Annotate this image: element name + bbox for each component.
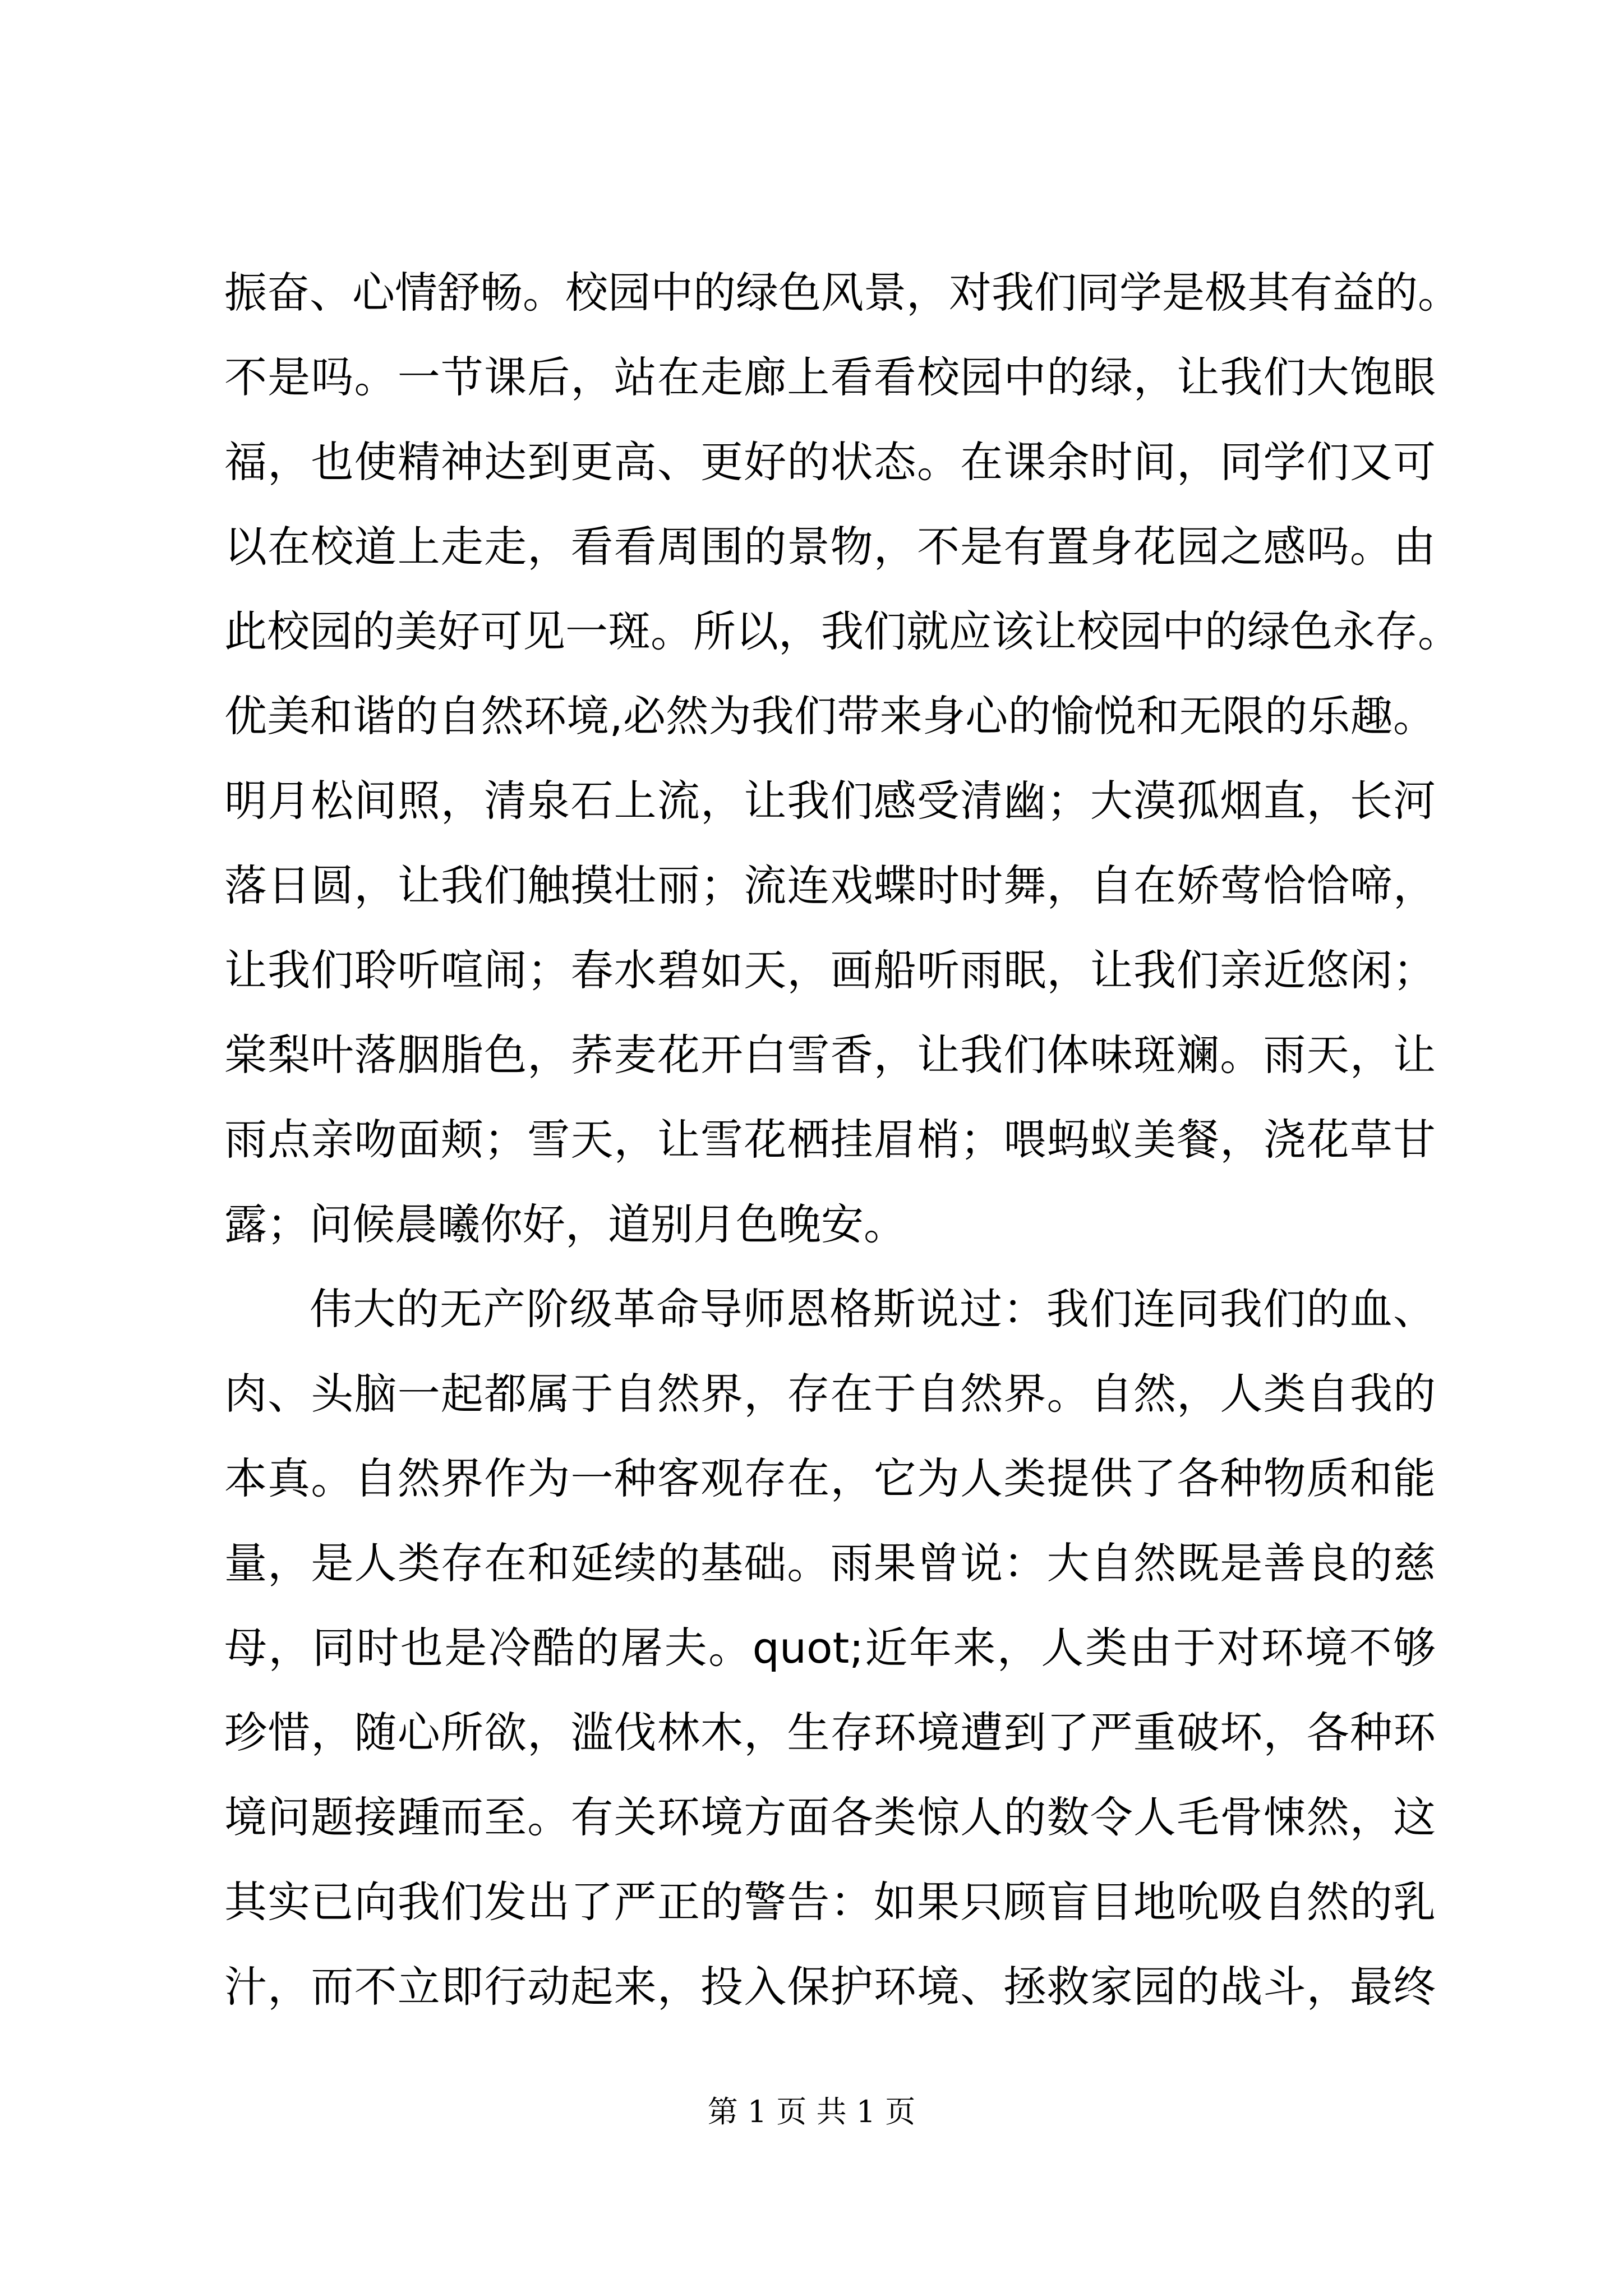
text-line: 以在校道上走走，看看周围的景物，不是有置身花园之感吗。由 <box>224 522 1436 572</box>
text-line: 优美和谐的自然环境,必然为我们带来身心的愉悦和无限的乐趣。 <box>224 691 1436 741</box>
text-line: 肉、头脑一起都属于自然界，存在于自然界。自然，人类自我的 <box>224 1369 1436 1419</box>
text-line: 棠梨叶落胭脂色，荞麦花开白雪香，让我们体味斑斓。雨天，让 <box>224 1030 1436 1080</box>
text-line: 福，也使精神达到更高、更好的状态。在课余时间，同学们又可 <box>224 437 1436 487</box>
text-line: 汁，而不立即行动起来，投入保护环境、拯救家园的战斗，最终 <box>224 1962 1436 2012</box>
text-line: 母，同时也是冷酷的屠夫。quot;近年来，人类由于对环境不够 <box>224 1623 1436 1673</box>
text-line: 本真。自然界作为一种客观存在，它为人类提供了各种物质和能 <box>224 1453 1436 1503</box>
text-line: 落日圆，让我们触摸壮丽；流连戏蝶时时舞，自在娇莺恰恰啼， <box>224 861 1436 910</box>
text-line: 明月松间照，清泉石上流，让我们感受清幽；大漠孤烟直，长河 <box>224 776 1436 826</box>
page-number-label: 第 1 页 共 1 页 <box>707 2094 916 2129</box>
text-line: 境问题接踵而至。有关环境方面各类惊人的数令人毛骨悚然，这 <box>224 1792 1436 1842</box>
text-line: 其实已向我们发出了严正的警告：如果只顾盲目地吮吸自然的乳 <box>224 1877 1436 1927</box>
text-line: 珍惜，随心所欲，滥伐林木，生存环境遭到了严重破坏，各种环 <box>224 1708 1436 1757</box>
text-line: 伟大的无产阶级革命导师恩格斯说过：我们连同我们的血、 <box>310 1284 1436 1334</box>
text-line: 雨点亲吻面颊；雪天，让雪花栖挂眉梢；喂蚂蚁美餐，浇花草甘 <box>224 1115 1436 1165</box>
text-line: 振奋、心情舒畅。校园中的绿色风景，对我们同学是极其有益的。 <box>224 268 1460 318</box>
text-line: 让我们聆听喧闹；春水碧如天，画船听雨眠，让我们亲近悠闲； <box>224 945 1436 995</box>
document-body <box>224 250 1460 2029</box>
page-footer <box>0 2092 1623 2132</box>
text-line: 露；问候晨曦你好，道别月色晚安。 <box>224 1199 906 1249</box>
text-line: 不是吗。一节课后，站在走廊上看看校园中的绿，让我们大饱眼 <box>224 352 1436 402</box>
text-line: 量，是人类存在和延续的基础。雨果曾说：大自然既是善良的慈 <box>224 1538 1436 1588</box>
text-line: 此校园的美好可见一斑。所以，我们就应该让校园中的绿色永存。 <box>224 606 1460 656</box>
